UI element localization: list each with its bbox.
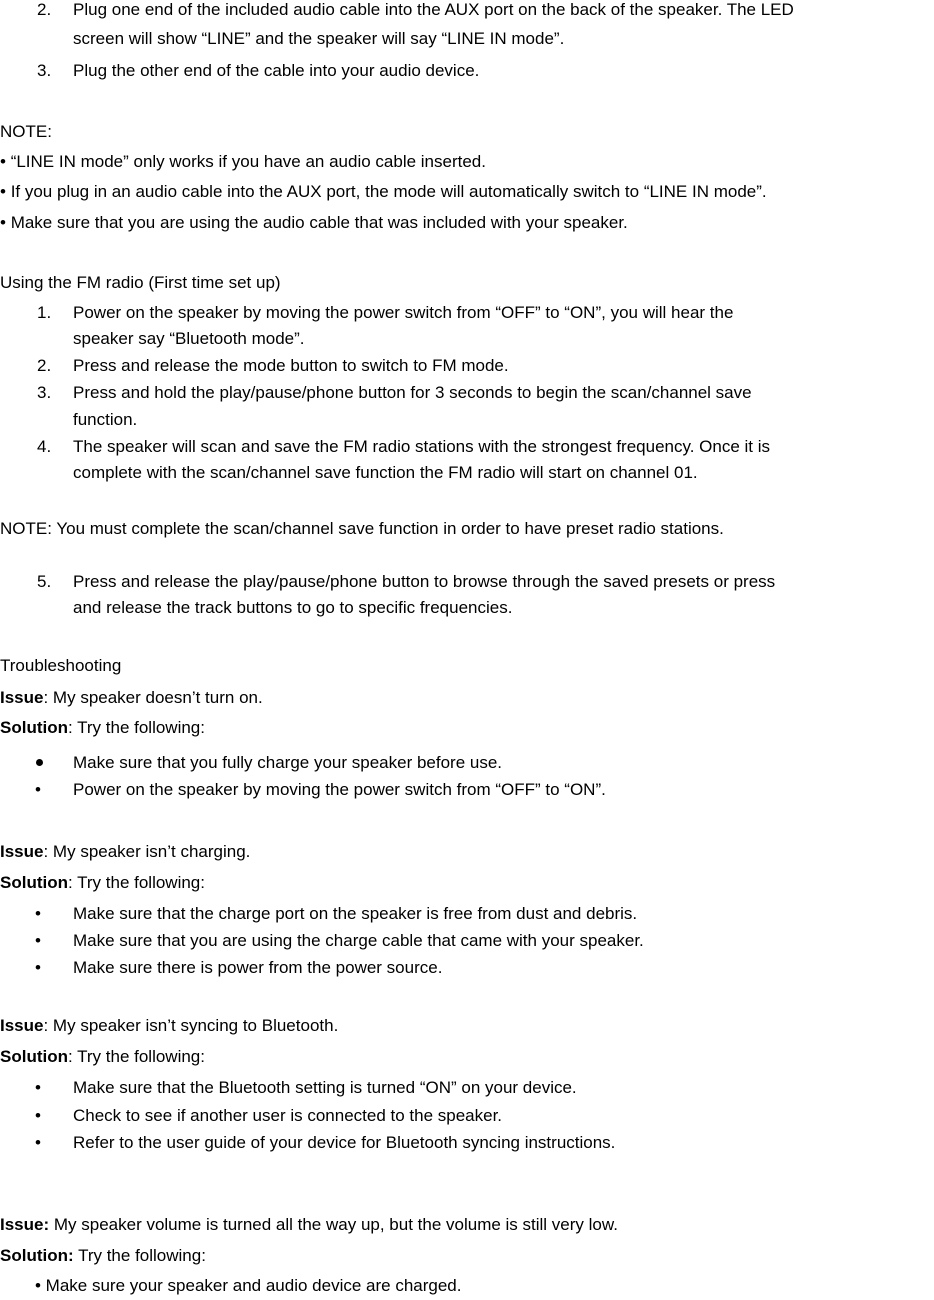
- fm-note: NOTE: You must complete the scan/channel save function in order to have preset radio stations.: [0, 519, 724, 538]
- solution-label: Solution: [0, 873, 68, 892]
- step-text: Press and hold the play/pause/phone button for 3 seconds to begin the scan/channel save: [73, 383, 752, 402]
- bullet: •: [35, 931, 41, 950]
- issue-label: Issue: [0, 842, 44, 861]
- bullet: •: [0, 152, 6, 171]
- issue-line: Issue: My speaker isn’t syncing to Bluetooth.: [0, 1016, 339, 1035]
- issue-label: Issue: [0, 1016, 44, 1035]
- list-item: • Make sure your speaker and audio device are charged.: [35, 1276, 462, 1295]
- step-text: Press and release the mode button to switch to FM mode.: [73, 356, 509, 375]
- solution-line: Solution: Try the following:: [0, 873, 205, 892]
- bullet: •: [35, 958, 41, 977]
- bullet: •: [0, 213, 6, 232]
- solution-line: Solution: Try the following:: [0, 718, 205, 737]
- step-number: 5.: [37, 572, 52, 591]
- issue-line: Issue: My speaker volume is turned all the way up, but the volume is still very low.: [0, 1215, 618, 1234]
- step-number: 1.: [37, 303, 52, 322]
- step-number: 2.: [37, 356, 52, 375]
- step-text: and release the track buttons to go to specific frequencies.: [73, 598, 513, 617]
- step-text: Plug one end of the included audio cable into the AUX port on the back of the speaker. The LED: [73, 0, 794, 19]
- step-text: Plug the other end of the cable into your audio device.: [73, 61, 480, 80]
- solution-label: Solution: [0, 1047, 68, 1066]
- step-text: complete with the scan/channel save function the FM radio will start on channel 01.: [73, 463, 698, 482]
- bullet-icon: [36, 759, 43, 766]
- step-number: 3.: [37, 383, 52, 402]
- bullet: •: [0, 182, 6, 201]
- step-text: Power on the speaker by moving the power switch from “OFF” to “ON”, you will hear the: [73, 303, 734, 322]
- solution-label: Solution: [0, 718, 68, 737]
- bullet: •: [35, 904, 41, 923]
- step-text: speaker say “Bluetooth mode”.: [73, 329, 305, 348]
- step-number: 4.: [37, 437, 52, 456]
- issue-label: Issue: [0, 688, 44, 707]
- solution-line: Solution: Try the following:: [0, 1246, 206, 1265]
- bullet: •: [35, 1133, 41, 1152]
- step-text: The speaker will scan and save the FM radio stations with the strongest frequency. Once it is: [73, 437, 771, 456]
- section-heading-fm: Using the FM radio (First time set up): [0, 273, 281, 292]
- step-number: 3.: [37, 61, 52, 80]
- note-item: • Make sure that you are using the audio cable that was included with your speaker.: [0, 213, 628, 232]
- step-number: 2.: [37, 0, 52, 19]
- solution-label: Solution:: [0, 1246, 74, 1265]
- issue-line: Issue: My speaker doesn’t turn on.: [0, 688, 263, 707]
- section-heading-troubleshooting: Troubleshooting: [0, 656, 122, 675]
- bullet: •: [35, 1078, 41, 1097]
- solution-line: Solution: Try the following:: [0, 1047, 205, 1066]
- note-heading: NOTE:: [0, 122, 52, 141]
- step-text: function.: [73, 410, 138, 429]
- bullet: •: [35, 780, 41, 799]
- step-text: screen will show “LINE” and the speaker will say “LINE IN mode”.: [73, 29, 565, 48]
- step-text: Press and release the play/pause/phone button to browse through the saved presets or press: [73, 572, 776, 591]
- bullet: •: [35, 1106, 41, 1125]
- issue-line: Issue: My speaker isn’t charging.: [0, 842, 251, 861]
- note-item: • “LINE IN mode” only works if you have an audio cable inserted.: [0, 152, 486, 171]
- note-item: • If you plug in an audio cable into the AUX port, the mode will automatically switch to “LINE IN mode”.: [0, 182, 767, 201]
- issue-label: Issue:: [0, 1215, 50, 1234]
